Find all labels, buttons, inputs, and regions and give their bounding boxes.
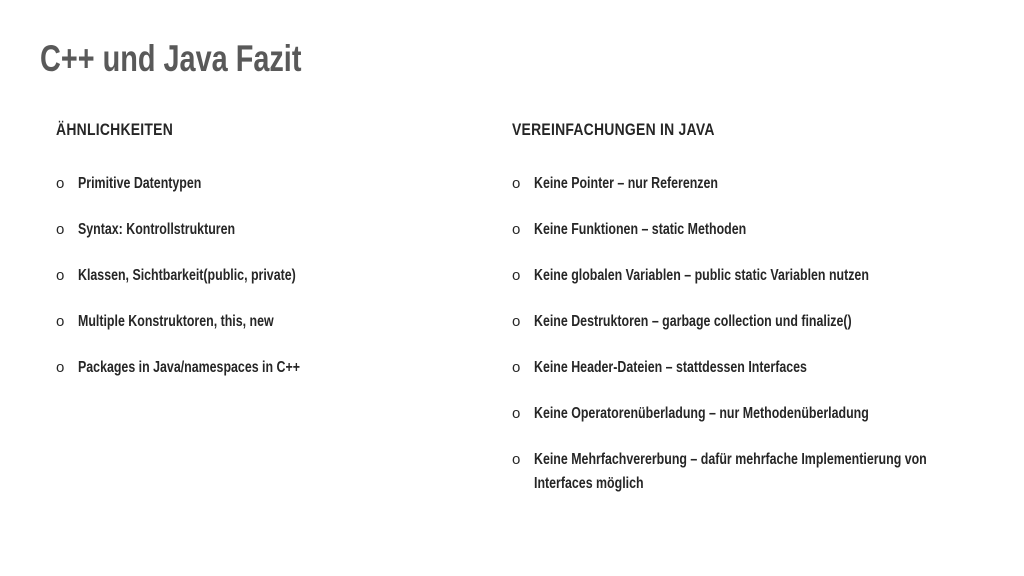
similarities-heading: ÄHNLICHKEITEN [56,120,174,139]
slide-title: C++ und Java Fazit [40,38,302,79]
list-item [512,402,1012,426]
bullet-circle-icon: o [56,313,65,330]
list-item [512,448,1012,496]
list-item-text: Keine globalen Variablen – public static Variablen nutzen [534,267,869,284]
simplifications-column [512,118,1012,492]
similarities-list [56,172,476,402]
list-item-text: Packages in Java/namespaces in C++ [78,359,300,376]
bullet-circle-icon: o [512,175,521,192]
list-item [512,218,1012,242]
bullet-circle-icon: o [56,267,65,284]
list-item [512,356,1012,380]
bullet-circle-icon: o [56,359,65,376]
list-item [512,310,1012,334]
similarities-column [56,118,476,376]
bullet-circle-icon: o [512,221,521,238]
bullet-circle-icon: o [512,267,521,284]
bullet-circle-icon: o [56,221,65,238]
bullet-circle-icon: o [512,405,521,422]
simplifications-list [512,172,1012,518]
list-item-text: Keine Operatorenüberladung – nur Methodenüberladung [534,405,869,422]
simplifications-heading: VEREINFACHUNGEN IN JAVA [512,120,715,139]
list-item [56,356,476,380]
list-item-text: Keine Funktionen – static Methoden [534,221,747,238]
list-item [56,218,476,242]
list-item-text: Multiple Konstruktoren, this, new [78,313,274,330]
bullet-circle-icon: o [512,359,521,376]
list-item-text: Syntax: Kontrollstrukturen [78,221,236,238]
list-item [56,310,476,334]
list-item-text: Primitive Datentypen [78,175,202,192]
list-item-text: Keine Header-Dateien – stattdessen Interfaces [534,359,807,376]
list-item-text: Keine Destruktoren – garbage collection und finalize() [534,313,852,330]
list-item-text: Keine Mehrfachvererbung – dafür mehrfache Implementierung von Interfaces möglich [534,451,927,492]
list-item [512,172,1012,196]
list-item-text: Keine Pointer – nur Referenzen [534,175,718,192]
bullet-circle-icon: o [56,175,65,192]
list-item-text: Klassen, Sichtbarkeit(public, private) [78,267,296,284]
list-item [56,264,476,288]
list-item [56,172,476,196]
bullet-circle-icon: o [512,451,521,468]
list-item [512,264,1012,288]
bullet-circle-icon: o [512,313,521,330]
